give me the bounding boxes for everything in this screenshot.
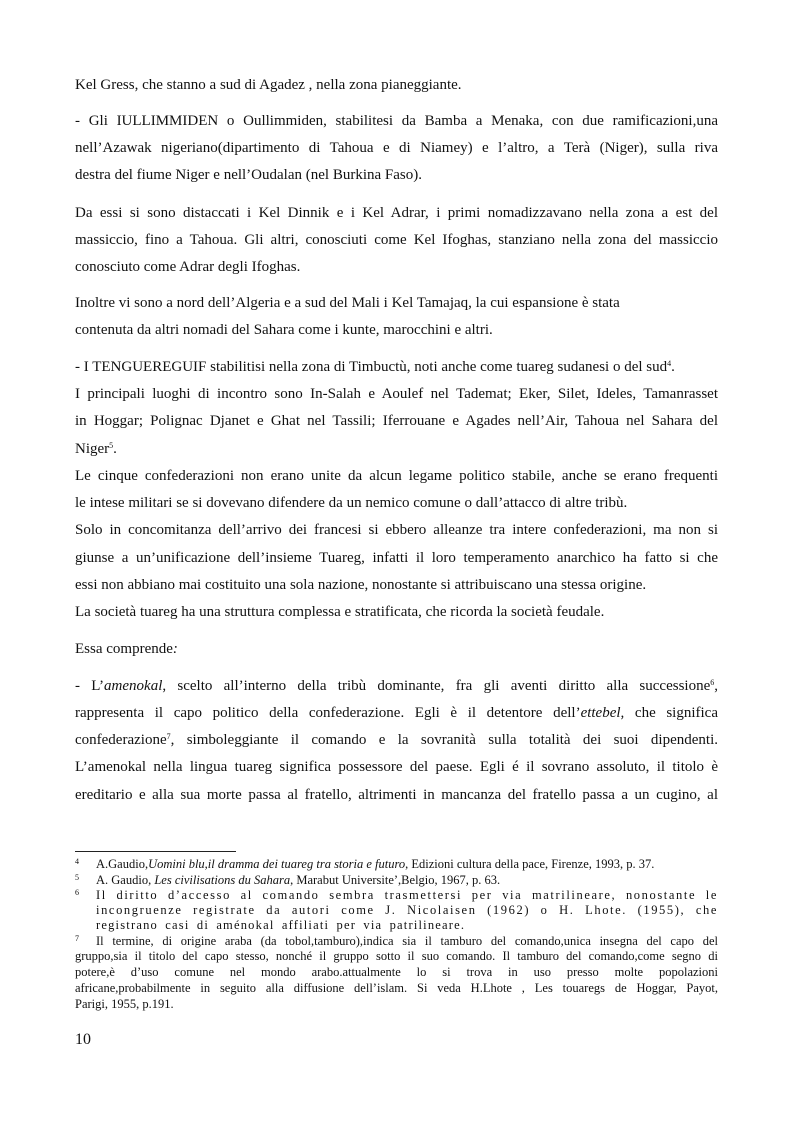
- page-number: 10: [75, 1031, 91, 1048]
- text-line: massiccio, fino a Tahoua. Gli altri, conosciuti come Kel Ifoghas, stanziano nella zona del massiccio: [75, 232, 718, 248]
- text-line: - L’amenokal, scelto all’interno della tribù dominante, fra gli aventi diritto alla successione$^6$,: [75, 678, 718, 694]
- text-line: Niger$^5$.: [75, 441, 117, 457]
- footnote-separator: [75, 851, 236, 852]
- text-line: L’amenokal nella lingua tuareg significa possessore del paese. Egli é il sovrano assoluto, il titolo è: [75, 759, 718, 775]
- text-line: Da essi si sono distaccati i Kel Dinnik e i Kel Adrar, i primi nomadizzavano nella zona a est del: [75, 205, 718, 221]
- footnote-number: 5: [75, 873, 79, 882]
- text-line: conosciuto come Adrar degli Ifoghas.: [75, 259, 301, 275]
- footnote-number: 7: [75, 934, 79, 943]
- text-line: nell’Azawak nigeriano(dipartimento di Tahoua e di Niamey) e l’altro, a Terà (Niger), sulla riva: [75, 140, 718, 156]
- text-line: in Hoggar; Polignac Djanet e Ghat nel Tassili; Iferrouane e Agades nell’Air, Tahoua nel Sahara del: [75, 413, 718, 429]
- text-line: I principali luoghi di incontro sono In-Salah e Aoulef nel Tademat; Eker, Silet, Ideles, Tamanrasset: [75, 386, 718, 402]
- text-line: le intese militari se si dovevano difendere da un nemico comune o dall’attacco di altre tribù.: [75, 495, 628, 511]
- footnote-ref: 4: [667, 359, 672, 368]
- footnote-ref: 6: [710, 678, 715, 687]
- text-line: destra del fiume Niger e nell’Oudalan (nel Burkina Faso).: [75, 167, 422, 183]
- text-line: Inoltre vi sono a nord dell’Algeria e a sud del Mali i Kel Tamajaq, la cui espansione è stata: [75, 295, 620, 311]
- text-line: giunse a un’unificazione dell’insieme Tuareg, infatti il loro temperamento anarchico ha fatto si che: [75, 550, 718, 566]
- text-line: essi non abbiano mai costituito una sola nazione, nonostante si attribuiscano una stessa origine.: [75, 577, 647, 593]
- footnote-ref: 5: [109, 441, 114, 450]
- text-line: Kel Gress, che stanno a sud di Agadez , nella zona pianeggiante.: [75, 77, 462, 93]
- footnote-number: 4: [75, 857, 79, 866]
- text-line: Essa comprende:: [75, 641, 178, 657]
- text-line: rappresenta il capo politico della confederazione. Egli è il detentore dell’ettebel, che significa: [75, 705, 718, 721]
- text-line: - I TENGUEREGUIF stabilitisi nella zona di Timbuctù, noti anche come tuareg sudanesi o del sud$^4$.: [75, 359, 675, 375]
- text-line: - Gli IULLIMMIDEN o Oullimmiden, stabilitesi da Bamba a Menaka, con due ramificazioni,una: [75, 113, 718, 129]
- text-line: ereditario e alla sua morte passa al fratello, altrimenti in mancanza del fratello passa a un cugino, al: [75, 787, 718, 803]
- text-line: La società tuareg ha una struttura complessa e stratificata, che ricorda la società feudale.: [75, 604, 605, 620]
- text-line: Le cinque confederazioni non erano unite da alcun legame politico stabile, anche se erano frequenti: [75, 468, 718, 484]
- text-line: Solo in concomitanza dell’arrivo dei francesi si ebbero alleanze tra intere confederazioni, ma non si: [75, 522, 718, 538]
- footnote-number: 6: [75, 888, 79, 897]
- footnote-ref: 7: [166, 732, 171, 741]
- text-line: confederazione$^7$, simboleggiante il comando e la sovranità sulla totalità dei suoi dipendenti.: [75, 732, 718, 748]
- text-line: contenuta da altri nomadi del Sahara come i kunte, marocchini e altri.: [75, 322, 493, 338]
